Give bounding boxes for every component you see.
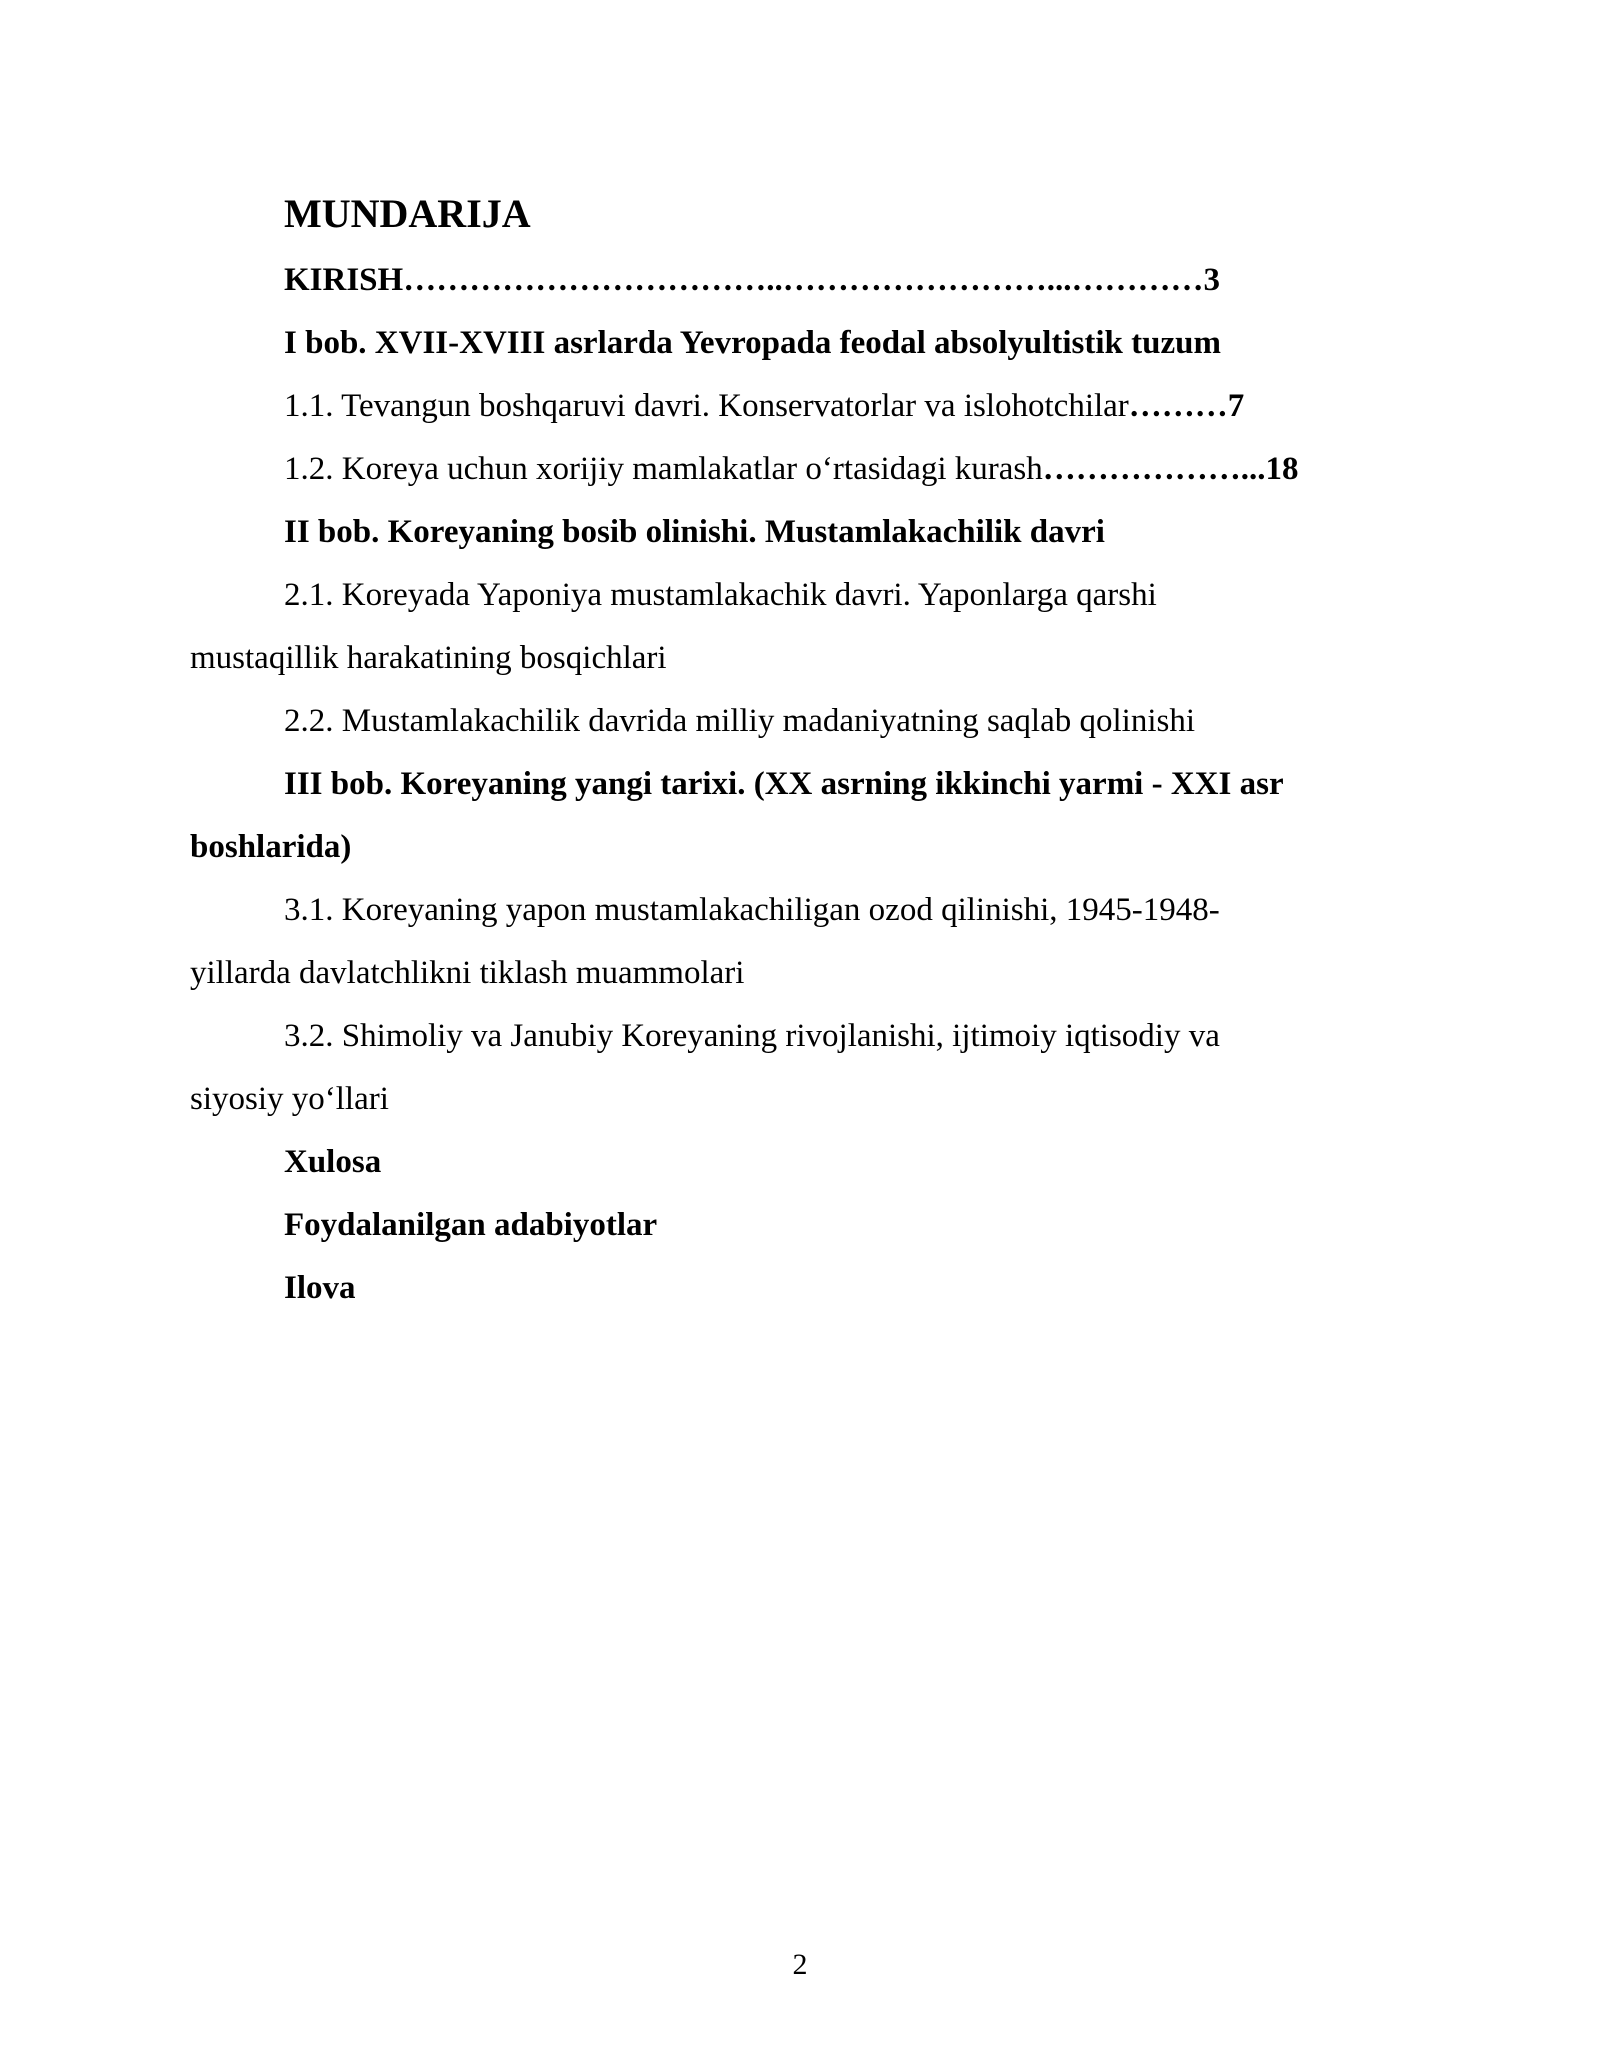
toc-section-1-1: [190, 375, 1415, 438]
toc-entry-appendix: Ilova: [284, 1270, 356, 1306]
toc-entry-references: Foydalanilgan adabiyotlar: [284, 1207, 658, 1243]
page-title: MUNDARIJA: [284, 191, 531, 236]
toc-section-2-1-line-1: 2.1. Koreyada Yaponiya mustamlakachik davri. Yaponlarga qarshi: [284, 577, 1157, 613]
toc-section-1-1-text: 1.1. Tevangun boshqaruvi davri. Konservatorlar va islohotchilar: [284, 388, 1129, 424]
toc-entry-intro-title: KIRISH: [284, 262, 404, 298]
toc-page-number: 18: [1265, 451, 1299, 487]
toc-section-3-2-line-2: siyosiy yo‘llari: [190, 1081, 389, 1117]
page-number: 2: [792, 1948, 808, 1981]
toc-section-3-1-line-2: yillarda davlatchlikni tiklash muammolari: [190, 955, 745, 991]
toc-page-number: 3: [1203, 262, 1220, 298]
toc-chapter-3-heading-line-1: III bob. Koreyaning yangi tarixi. (XX asrning ikkinchi yarmi - XXI asr: [284, 766, 1284, 802]
toc-leader-dots: ………………...: [1042, 451, 1266, 487]
toc-section-2-2: 2.2. Mustamlakachilik davrida milliy madaniyatning saqlab qolinishi: [284, 703, 1196, 739]
toc-leader-dots: ………: [1128, 388, 1228, 424]
toc-section-1-2-text: 1.2. Koreya uchun xorijiy mamlakatlar o‘rtasidagi kurash: [284, 451, 1043, 487]
toc-section-3-1-line-1: 3.1. Koreyaning yapon mustamlakachiligan ozod qilinishi, 1945-1948-: [284, 892, 1220, 928]
toc-section-2-1-line-2: mustaqillik harakatining bosqichlari: [190, 640, 667, 676]
toc-page-number: 7: [1227, 388, 1245, 424]
toc-section-1-2: [190, 438, 1415, 501]
toc-chapter-2-heading: II bob. Koreyaning bosib olinishi. Mustamlakachilik davri: [284, 514, 1105, 550]
toc-chapter-1-heading: I bob. XVII-XVIII asrlarda Yevropada feodal absolyultistik tuzum: [284, 325, 1221, 361]
toc-leader-dots: ……………………………..……………………...…………: [403, 262, 1204, 298]
table-of-contents: [190, 185, 1415, 1320]
toc-chapter-3-heading-line-2: boshlarida): [190, 829, 352, 865]
toc-entry-conclusion: Xulosa: [284, 1144, 382, 1180]
toc-section-3-2-line-1: 3.2. Shimoliy va Janubiy Koreyaning rivojlanishi, ijtimoiy iqtisodiy va: [284, 1018, 1220, 1054]
toc-entry-intro: [190, 249, 1415, 312]
